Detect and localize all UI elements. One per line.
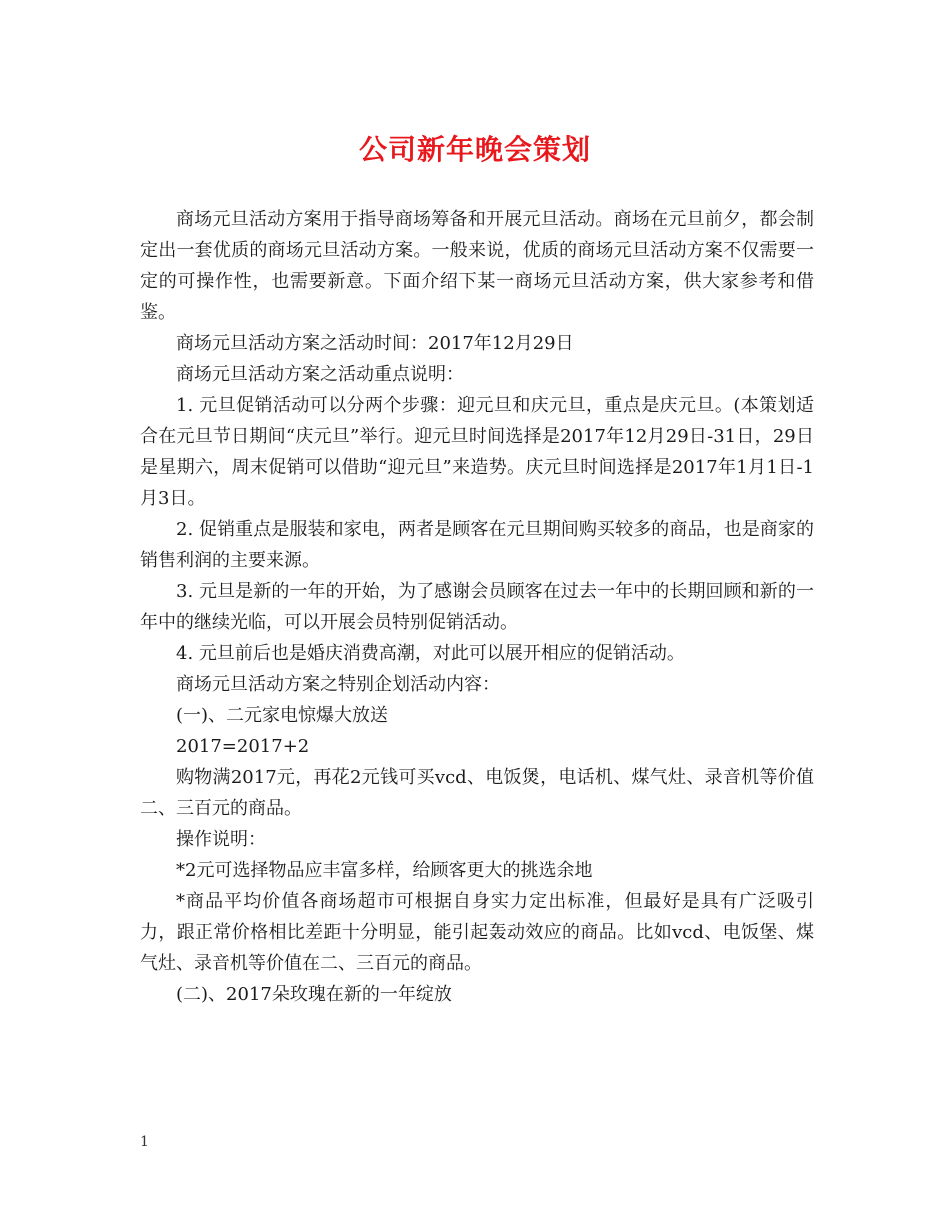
paragraph-section-1-heading: (一)、二元家电惊爆大放送 (176, 705, 389, 726)
paragraph-section-2-heading: (二)、2017朵玫瑰在新的一年绽放 (176, 984, 452, 1005)
document-title: 公司新年晚会策划 (358, 133, 591, 166)
paragraph-point-2: 2. 促销重点是服装和家电，两者是顾客在元旦期间购买较多的商品，也是商家的销售利润的主要来源。 (140, 519, 814, 571)
paragraph-operation-note-1: *2元可选择物品应丰富多样，给顾客更大的挑选余地 (176, 860, 593, 881)
paragraph-formula: 2017=2017+2 (176, 736, 310, 757)
paragraph-purchase-offer: 购物满2017元，再花2元钱可买vcd、电饭煲，电话机、煤气灶、录音机等价值二、三百元的商品。 (140, 767, 814, 819)
paragraph-point-3: 3. 元旦是新的一年的开始，为了感谢会员顾客在过去一年中的长期回顾和新的一年中的继续光临，可以开展会员特别促销活动。 (140, 581, 814, 633)
paragraph-point-1: 1. 元旦促销活动可以分两个步骤：迎元旦和庆元旦，重点是庆元旦。(本策划适合在元旦节日期间“庆元旦”举行。迎元旦时间选择是2017年12月29日-31日，29日是星期六，周末促销可以借助“迎元旦”来造势。庆元旦时间选择是2017年1月1日-1月3日。 (140, 395, 814, 509)
paragraph-special-heading: 商场元旦活动方案之特别企划活动内容： (176, 674, 500, 695)
paragraph-operation-note-2: *商品平均价值各商场超市可根据自身实力定出标准，但最好是具有广泛吸引力，跟正常价格相比差距十分明显，能引起轰动效应的商品。比如vcd、电饭堡、煤气灶、录音机等价值在二、三百元的商品。 (140, 891, 814, 974)
paragraph-point-4: 4. 元旦前后也是婚庆消费高潮，对此可以展开相应的促销活动。 (176, 643, 685, 664)
paragraph-operation-heading: 操作说明： (176, 829, 266, 850)
page-number: 1 (140, 1134, 149, 1150)
paragraph-key-points-heading: 商场元旦活动方案之活动重点说明： (176, 364, 464, 385)
paragraph-activity-time: 商场元旦活动方案之活动时间：2017年12月29日 (176, 333, 574, 354)
document-body (140, 204, 814, 1010)
paragraph-intro: 商场元旦活动方案用于指导商场筹备和开展元旦活动。商场在元旦前夕，都会制定出一套优质的商场元旦活动方案。一般来说，优质的商场元旦活动方案不仅需要一定的可操作性，也需要新意。下面介绍下某一商场元旦活动方案，供大家参考和借鉴。 (140, 209, 814, 323)
